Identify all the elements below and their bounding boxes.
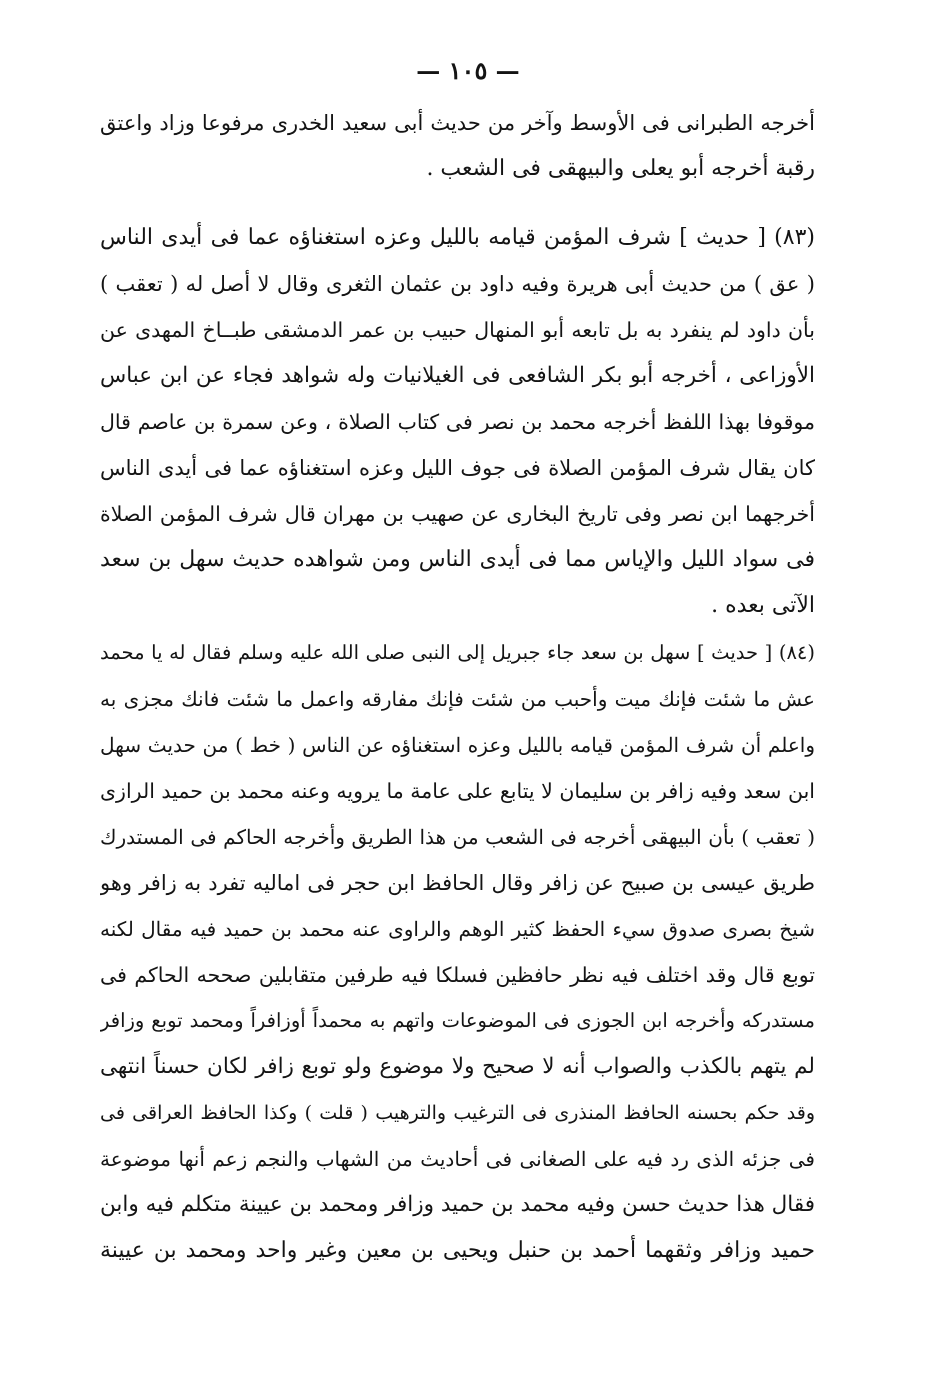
text-line: أخرجهما ابن نصر وفى تاريخ البخارى عن صهيب بن مهران قال شرف المؤمن الصلاة (100, 502, 815, 526)
intro-paragraph (100, 100, 815, 192)
text-line: لم يتهم بالكذب والصواب أنه لا صحيح ولا موضوع ولو توبع زافر لكان حسناً انتهى (100, 1054, 815, 1079)
text-line: طريق عيسى بن صبيح عن زافر وقال الحافظ ابن حجر فى اماليه تفرد به زافر وهو (100, 871, 815, 895)
text-line: واعلم أن شرف المؤمن قيامه بالليل وعزه استغناؤه عن الناس ( خط ) من حديث سهل (100, 733, 815, 757)
text-line: فى جزئه الذى رد فيه على الصغانى فى أحاديث من الشهاب والنجم زعم أنها موضوعة (100, 1147, 815, 1171)
page-number: — ١٠٥ — (416, 56, 520, 85)
text-line: كان يقال شرف المؤمن الصلاة فى جوف الليل وعزه استغناؤه عما فى أيدى الناس (100, 456, 815, 480)
text-line: ( عق ) من حديث أبى هريرة وفيه داود بن عثمان الثغرى وقال لا أصل له ( تعقب ) (100, 272, 815, 296)
text-line: أخرجه الطبرانى فى الأوسط وآخر من حديث أبى سعيد الخدرى مرفوعا وزاد واعتق (100, 111, 815, 135)
hadith-entry-83 (100, 215, 815, 629)
text-line: وقد حكم بحسنه الحافظ المنذرى فى الترغيب والترهيب ( قلت ) وكذا الحافظ العراقى فى (100, 1102, 815, 1124)
text-line: (٨٣) [ حديث ] شرف المؤمن قيامه بالليل وعزه استغناؤه عما فى أيدى الناس (100, 225, 815, 250)
text-line: فى سواد الليل والإياس مما فى أيدى الناس ومن شواهده حديث سهل بن سعد (100, 547, 815, 572)
text-line: مستدركه وأخرجه ابن الجوزى فى الموضوعات واتهم به محمداً أوزافراً ومحمد توبع وزافر (100, 1009, 815, 1032)
text-line: ابن سعد وفيه زافر بن سليمان لا يتابع على عامة ما يرويه وعنه محمد بن حميد الرازى (100, 779, 815, 803)
text-line: حميد وزافر وثقهما أحمد بن حنبل ويحيى بن معين وغير واحد ومحمد بن عيينة (100, 1238, 815, 1263)
text-line: فقال هذا حديث حسن وفيه محمد بن حميد وزافر ومحمد بن عيينة متكلم فيه وابن (100, 1192, 815, 1217)
text-line: شيخ بصرى صدوق سيء الحفظ كثير الوهم والراوى عنه محمد بن حميد فيه مقال لكنه (100, 917, 815, 941)
text-line: موقوفا بهذا اللفظ أخرجه محمد بن نصر فى كتاب الصلاة ، وعن سمرة بن عاصم قال (100, 410, 815, 434)
text-line: رقبة أخرجه أبو يعلى والبيهقى فى الشعب . (426, 156, 815, 181)
text-line: عش ما شئت فإنك ميت وأحبب من شئت فإنك مفارقه واعمل ما شئت فانك مجزى به (100, 687, 815, 711)
text-line: ( تعقب ) بأن البيهقى أخرجه فى الشعب من هذا الطريق وأخرجه الحاكم فى المستدرك (100, 825, 815, 849)
text-line: (٨٤) [ حديث ] سهل بن سعد جاء جبريل إلى النبى صلى الله عليه وسلم فقال له يا محمد (100, 641, 815, 664)
text-line: توبع قال وقد اختلف فيه نظر حافظين فسلكا فيه طرفين متقابلين صححه الحاكم فى (100, 963, 815, 987)
text-line: الآتى بعده . (711, 593, 815, 618)
text-line: الأوزاعى ، أخرجه أبو بكر الشافعى فى الغيلانيات وله شواهد فجاء عن ابن عباس (100, 363, 815, 388)
text-line: بأن داود لم ينفرد به بل تابعه أبو المنهال حبيب بن عمر الدمشقى طبــاخ المهدى عن (100, 318, 815, 342)
hadith-entry-84 (100, 630, 815, 1274)
